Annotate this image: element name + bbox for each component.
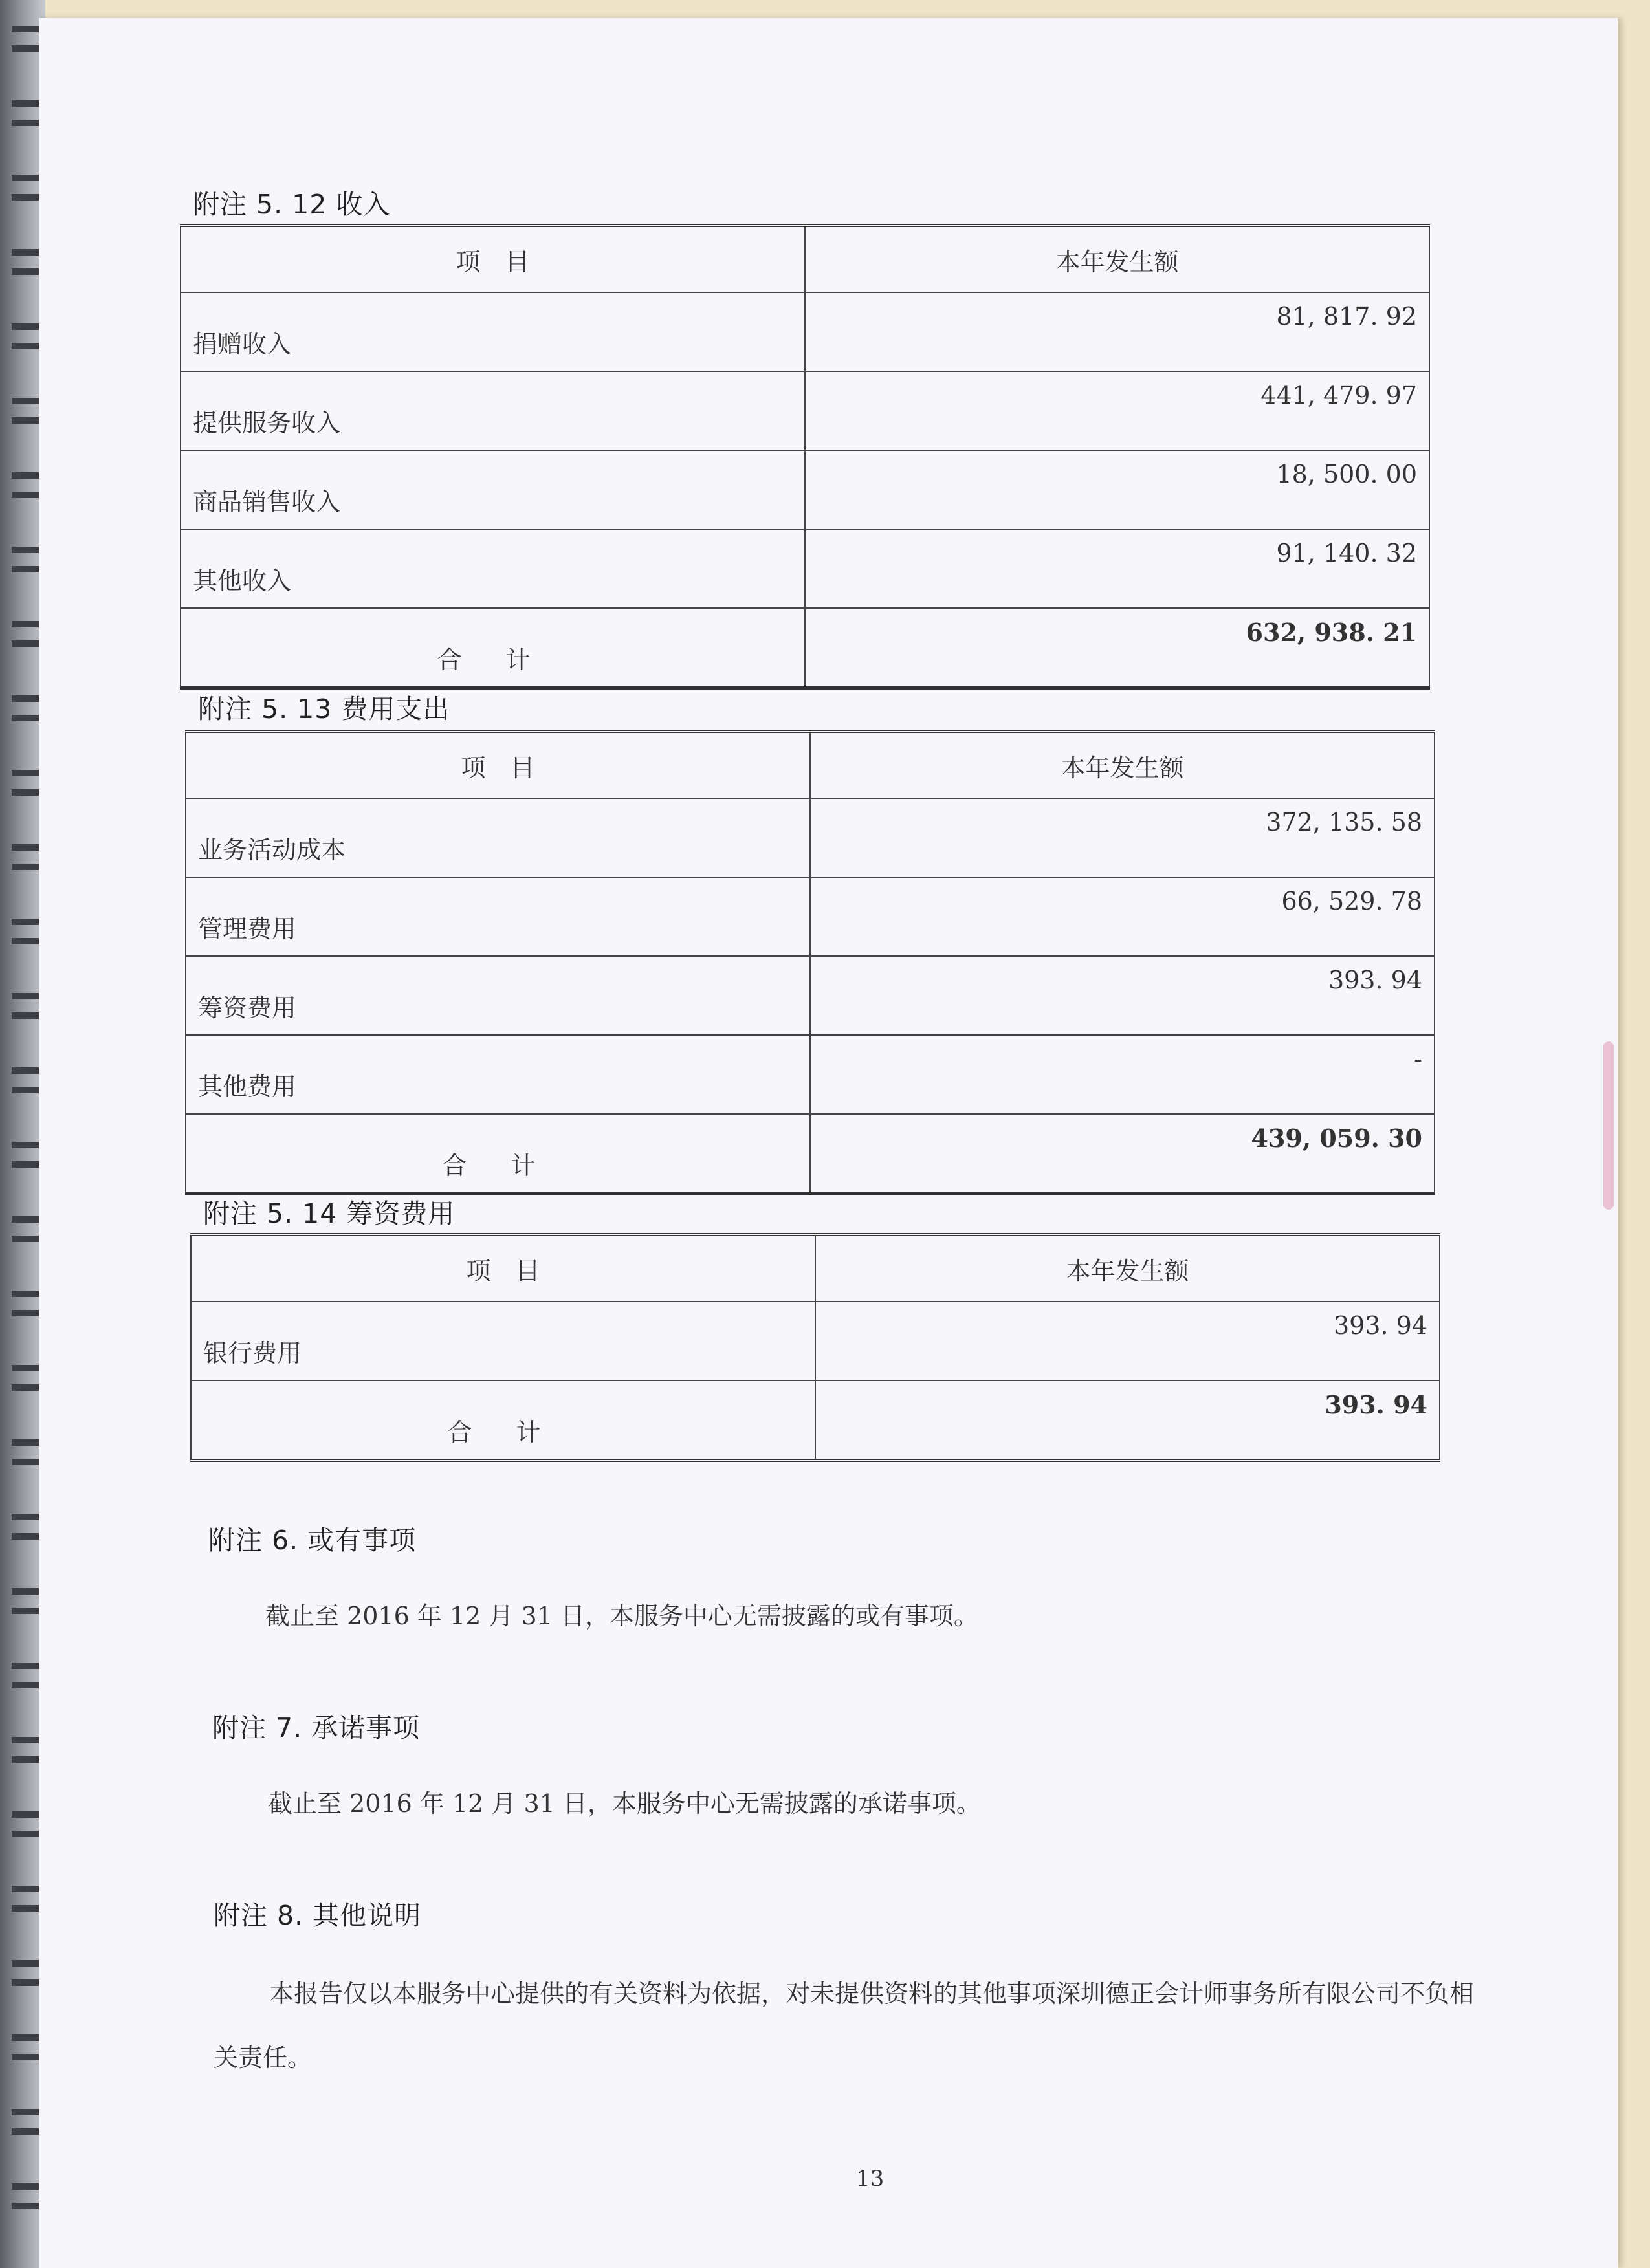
table-row bbox=[186, 1035, 1435, 1114]
table-row bbox=[181, 371, 1429, 450]
row-item: 银行费用 bbox=[191, 1302, 815, 1380]
row-amount: 81, 817. 92 bbox=[805, 292, 1429, 371]
table-row bbox=[186, 956, 1435, 1035]
row-amount: 393. 94 bbox=[810, 956, 1435, 1035]
total-amount: 632, 938. 21 bbox=[805, 608, 1429, 688]
note-8-title: 附注 8. 其他说明 bbox=[214, 1900, 422, 1931]
table-header-row bbox=[181, 226, 1429, 293]
row-amount: 91, 140. 32 bbox=[805, 529, 1429, 608]
note-6-title: 附注 6. 或有事项 bbox=[208, 1525, 417, 1556]
page-number: 13 bbox=[856, 2166, 885, 2192]
note-8-text: 本报告仅以本服务中心提供的有关资料为依据，对未提供资料的其他事项深圳德正会计师事务所有限公司不负相关责任。 bbox=[214, 1979, 1475, 2072]
financing-cost-table bbox=[190, 1233, 1440, 1462]
table-row bbox=[191, 1302, 1440, 1380]
total-amount: 393. 94 bbox=[815, 1380, 1440, 1461]
row-amount: 66, 529. 78 bbox=[810, 877, 1435, 956]
document-page bbox=[39, 18, 1618, 2268]
header-item: 项 目 bbox=[191, 1235, 815, 1302]
total-row bbox=[181, 608, 1429, 688]
note-7-title: 附注 7. 承诺事项 bbox=[212, 1712, 421, 1743]
table-row bbox=[181, 292, 1429, 371]
total-row bbox=[191, 1380, 1440, 1461]
row-item: 筹资费用 bbox=[186, 956, 810, 1035]
table-header-row bbox=[191, 1235, 1440, 1302]
note-513-title: 附注 5. 13 费用支出 bbox=[198, 693, 450, 725]
total-label: 合 计 bbox=[191, 1380, 815, 1461]
header-item: 项 目 bbox=[181, 226, 805, 293]
row-item: 商品销售收入 bbox=[181, 450, 805, 529]
note-6-text: 截止至 2016 年 12 月 31 日，本服务中心无需披露的或有事项。 bbox=[265, 1602, 978, 1630]
header-item: 项 目 bbox=[186, 732, 810, 799]
row-amount: 372, 135. 58 bbox=[810, 798, 1435, 877]
header-amount: 本年发生额 bbox=[805, 226, 1429, 293]
total-label: 合 计 bbox=[181, 608, 805, 688]
row-amount: - bbox=[810, 1035, 1435, 1114]
row-item: 提供服务收入 bbox=[181, 371, 805, 450]
row-item: 其他收入 bbox=[181, 529, 805, 608]
note-512-title: 附注 5. 12 收入 bbox=[193, 189, 391, 220]
note-7-text: 截止至 2016 年 12 月 31 日，本服务中心无需披露的承诺事项。 bbox=[268, 1789, 981, 1818]
expense-table bbox=[185, 730, 1435, 1195]
total-row bbox=[186, 1114, 1435, 1194]
table-row bbox=[181, 529, 1429, 608]
row-amount: 441, 479. 97 bbox=[805, 371, 1429, 450]
row-item: 捐赠收入 bbox=[181, 292, 805, 371]
header-amount: 本年发生额 bbox=[810, 732, 1435, 799]
total-amount: 439, 059. 30 bbox=[810, 1114, 1435, 1194]
row-amount: 393. 94 bbox=[815, 1302, 1440, 1380]
seal-stamp-edge bbox=[1603, 1041, 1614, 1210]
header-amount: 本年发生额 bbox=[815, 1235, 1440, 1302]
row-item: 业务活动成本 bbox=[186, 798, 810, 877]
total-label: 合 计 bbox=[186, 1114, 810, 1194]
row-amount: 18, 500. 00 bbox=[805, 450, 1429, 529]
income-table bbox=[180, 224, 1430, 690]
row-item: 其他费用 bbox=[186, 1035, 810, 1114]
table-row bbox=[186, 877, 1435, 956]
table-row bbox=[181, 450, 1429, 529]
note-514-title: 附注 5. 14 筹资费用 bbox=[203, 1198, 456, 1229]
table-header-row bbox=[186, 732, 1435, 799]
table-row bbox=[186, 798, 1435, 877]
row-item: 管理费用 bbox=[186, 877, 810, 956]
